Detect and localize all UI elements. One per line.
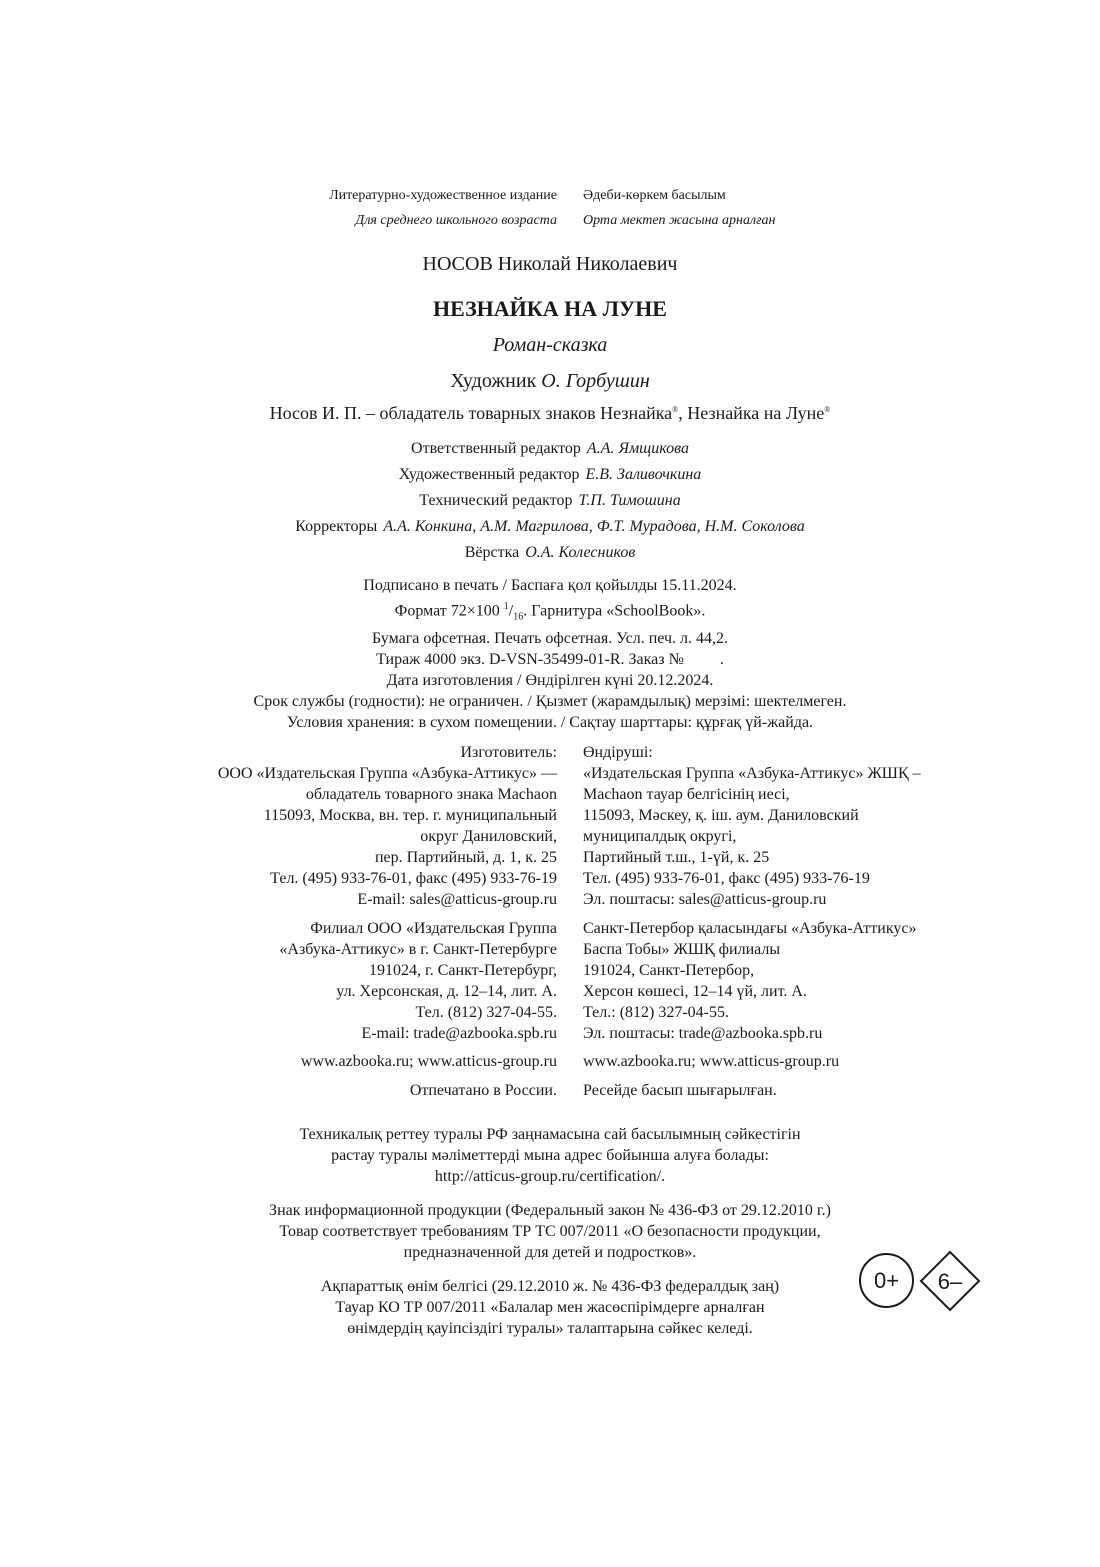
manufacturer-kz-line: Machaon тауар белгісінің иесі,	[583, 786, 790, 803]
manufacturer-ru-line: E-mail: sales@atticus-group.ru	[357, 891, 557, 908]
manufacturer-ru-line: обладатель товарного знака Machaon	[305, 786, 557, 803]
age-rating-circle-label: 0+	[873, 1267, 900, 1293]
manufacturer-ru-line: Тел. (495) 933-76-01, факс (495) 933-76-19	[270, 870, 557, 887]
manufacturer-kz	[583, 742, 921, 910]
manufacturer-ru-line: округ Даниловский,	[420, 828, 557, 845]
manufacturer-ru-line: ООО «Издательская Группа «Азбука-Аттикус» —	[217, 765, 557, 782]
manufacturer-kz-line: Өндіруші:	[583, 744, 653, 761]
law-ru-line: предназначенной для детей и подростков».	[403, 1244, 697, 1261]
manufacturer-kz-line: «Издательская Группа «Азбука-Аттикус» ЖШҚ –	[583, 765, 921, 782]
law-kz-line: Тауар КО ТР 007/2011 «Балалар мен жасөспірімдерге арналған	[335, 1299, 765, 1316]
manufacturer-kz-line: муниципалдық округі,	[583, 828, 737, 845]
printed-ru: Отпечатано в России.	[409, 1082, 557, 1099]
printed-kz: Ресейде басып шығарылған.	[583, 1082, 777, 1099]
intro-ru-line2: Для среднего школьного возраста	[355, 213, 557, 228]
run-line: Тираж 4000 экз. D-VSN-35499-01-R. Заказ № .	[376, 650, 724, 668]
websites-ru: www.azbooka.ru; www.atticus-group.ru	[300, 1053, 557, 1070]
credit-role: Художественный редактор	[398, 466, 580, 483]
law-ru-line: Знак информационной продукции (Федеральный закон № 436-ФЗ от 29.12.2010 г.)	[269, 1202, 831, 1219]
credit-row	[0, 436, 1100, 462]
trademark-text-1: Носов И. П. – обладатель товарных знаков Незнайка	[269, 403, 673, 423]
intro-kz-line1: Әдеби-көркем басылым	[583, 188, 726, 203]
manufacturer-kz-line: Тел. (495) 933-76-01, факс (495) 933-76-19	[583, 870, 870, 887]
registered-mark-2: ®	[824, 405, 831, 414]
storage-line: Условия хранения: в сухом помещении. / Сақтау шарттары: құрғақ үй-жайда.	[286, 713, 814, 731]
credit-row	[0, 514, 1100, 540]
intro-ru-line1: Литературно-художественное издание	[329, 188, 557, 203]
branch-kz-line: Эл. поштасы: trade@azbooka.spb.ru	[583, 1025, 823, 1042]
credit-name: А.А. Конкина, А.М. Магрилова, Ф.Т. Мурадова, Н.М. Соколова	[383, 518, 805, 535]
artist-line	[0, 370, 1100, 393]
manufacturer-ru-line: Изготовитель:	[460, 744, 557, 761]
service-line: Срок службы (годности): не ограничен. / Қызмет (жарамдылық) мерзімі: шектелмеген.	[253, 692, 847, 710]
credit-role: Технический редактор	[419, 492, 573, 509]
diamond-shape	[919, 1250, 981, 1312]
age-rating-circle-icon	[859, 1253, 914, 1308]
date-line: Дата изготовления / Өндірілген күні 20.12.2024.	[386, 671, 714, 689]
credit-name: Т.П. Тимошина	[578, 492, 681, 509]
trademark-line	[0, 403, 1100, 424]
credits-list	[0, 436, 1100, 566]
format-suffix: . Гарнитура «SchoolBook».	[523, 602, 706, 620]
credit-name: А.А. Ямщикова	[586, 440, 689, 457]
paper-line: Бумага офсетная. Печать офсетная. Усл. печ. л. 44,2.	[372, 629, 728, 647]
format-numerator: 1	[503, 601, 509, 612]
book-subtitle: Роман-сказка	[492, 334, 608, 356]
certification-line: растау туралы мәліметтерді мына адрес бойынша алуға болады:	[331, 1147, 769, 1164]
signed-line: Подписано в печать / Баспаға қол қойылды 15.11.2024.	[363, 577, 737, 594]
branch-kz-line: Тел.: (812) 327-04-55.	[583, 1004, 730, 1021]
websites-kz: www.azbooka.ru; www.atticus-group.ru	[583, 1053, 840, 1070]
branch-kz	[583, 918, 917, 1044]
manufacturer-ru-line: пер. Партийный, д. 1, к. 25	[374, 849, 557, 866]
branch-ru-line: «Азбука-Аттикус» в г. Санкт-Петербурге	[279, 941, 557, 958]
credit-row	[0, 540, 1100, 566]
certification-line: Техникалық реттеу туралы РФ заңнамасына сай басылымның сәйкестігін	[299, 1126, 801, 1143]
format-prefix: Формат 72×100	[394, 602, 500, 620]
branch-ru-line: ул. Херсонская, д. 12–14, лит. А.	[336, 983, 557, 1000]
manufacturer-ru-line: 115093, Москва, вн. тер. г. муниципальный	[263, 807, 557, 824]
age-rating-diamond-icon	[919, 1250, 981, 1312]
credit-role: Корректоры	[295, 518, 378, 535]
branch-kz-line: 191024, Санкт-Петербор,	[583, 962, 755, 979]
intro-ru	[329, 183, 557, 233]
artist-role: Художник	[450, 370, 537, 392]
branch-ru-line: Филиал ООО «Издательская Группа	[310, 920, 557, 937]
artist-name: О. Горбушин	[541, 370, 650, 392]
law-kz-line: өнімдердің қауіпсіздігі туралы» талаптарына сәйкес келеді.	[347, 1320, 753, 1337]
format-denominator: 16	[513, 611, 524, 623]
branch-ru-line: Тел. (812) 327-04-55.	[415, 1004, 557, 1021]
branch-kz-line: Баспа Тобы» ЖШҚ филиалы	[583, 941, 781, 958]
credit-role: Вёрстка	[464, 544, 520, 561]
law-kz-line: Ақпараттық өнім белгісі (29.12.2010 ж. № 436-ФЗ федералдық заң)	[320, 1278, 780, 1295]
manufacturer-kz-line: 115093, Мәскеу, қ. іш. аум. Даниловский	[583, 807, 859, 824]
branch-ru	[279, 918, 557, 1044]
credit-row	[0, 462, 1100, 488]
intro-kz-line2: Орта мектеп жасына арналған	[583, 213, 776, 228]
certification-block	[0, 1124, 1100, 1187]
print-info	[0, 575, 1100, 733]
law-ru-line: Товар соответствует требованиям ТР ТС 007/2011 «О безопасности продукции,	[279, 1223, 821, 1240]
branch-ru-line: 191024, г. Санкт-Петербург,	[368, 962, 557, 979]
credit-name: О.А. Колесников	[525, 544, 636, 561]
credit-role: Ответственный редактор	[411, 440, 581, 457]
age-rating-diamond-label: 6–	[937, 1269, 963, 1294]
format-line: Формат 72×100 $^1/_{16}$. Гарнитура «SchoolBook».	[394, 601, 706, 623]
branch-kz-line: Херсон көшесі, 12–14 үй, лит. А.	[583, 983, 807, 1000]
manufacturer-kz-line: Партийный т.ш., 1-үй, к. 25	[583, 849, 770, 866]
branch-kz-line: Санкт-Петербор қаласындағы «Азбука-Аттикус»	[583, 920, 917, 937]
manufacturer-ru	[218, 742, 557, 910]
credit-row	[0, 488, 1100, 514]
registered-mark-1: ®	[672, 405, 679, 414]
manufacturer-kz-line: Эл. поштасы: sales@atticus-group.ru	[583, 891, 827, 908]
trademark-text-2: , Незнайка на Луне	[678, 403, 825, 423]
book-title: НЕЗНАЙКА НА ЛУНЕ	[433, 296, 667, 321]
branch-ru-line: E-mail: trade@azbooka.spb.ru	[361, 1025, 557, 1042]
intro-kz	[583, 183, 775, 233]
certification-line: http://atticus-group.ru/certification/.	[434, 1168, 666, 1185]
credit-name: Е.В. Заливочкина	[585, 466, 702, 483]
author-name: НОСОВ Николай Николаевич	[422, 253, 678, 275]
